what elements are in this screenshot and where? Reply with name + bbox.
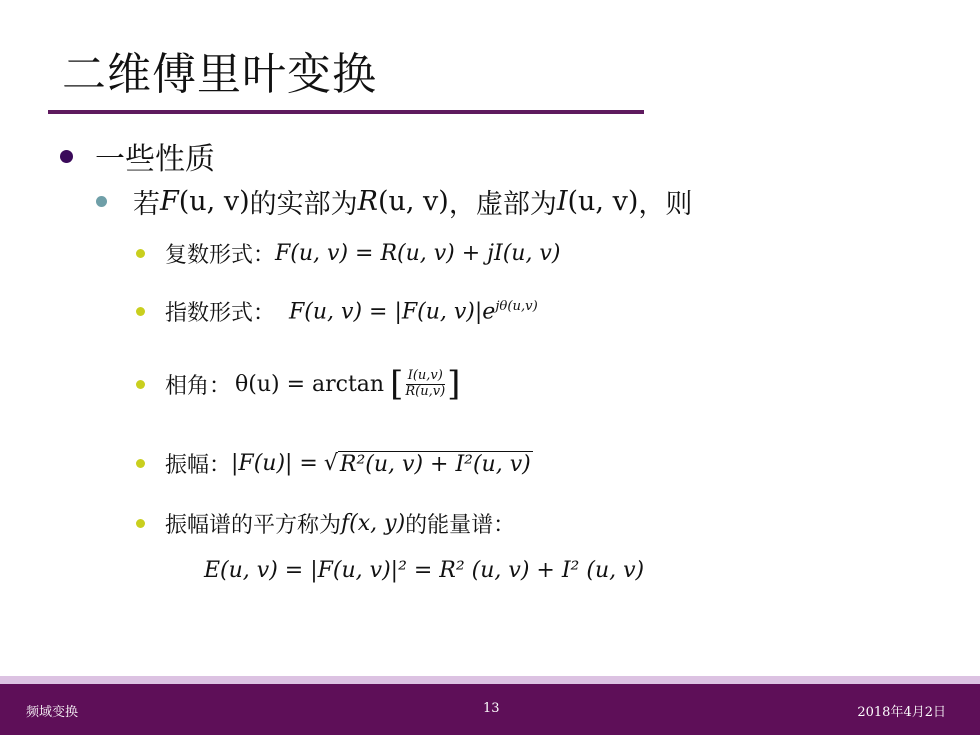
left-bracket: [ — [390, 364, 404, 404]
title-underline — [48, 110, 644, 114]
formula-lhs: θ(u) = arctan — [235, 371, 385, 397]
bullet-dot — [136, 307, 145, 316]
fn-I: I — [556, 186, 568, 217]
fxy: f(x, y) — [341, 511, 406, 536]
footer-accent-strip — [0, 676, 980, 684]
level1-text: 一些性质 — [95, 142, 215, 177]
bullet-dot — [136, 249, 145, 258]
footer-date: 2018年4月2日 — [857, 705, 946, 720]
slide-title: 二维傅里叶变换 — [62, 49, 377, 100]
fn-F: F — [160, 186, 179, 217]
item-label: 复数形式： — [165, 243, 276, 268]
formula-lhs: F(u, v) = |F(u, v)|e — [289, 299, 496, 325]
args: (u, v) — [567, 186, 639, 217]
bullet-dot — [136, 380, 145, 389]
item-formula — [289, 299, 538, 324]
item-label: 指数形式： — [165, 301, 276, 326]
item-label-tail: 的能量谱： — [405, 513, 516, 538]
sqrt-sign: √ — [323, 451, 338, 476]
sqrt-body: R²(u, v) + I²(u, v) — [339, 451, 531, 477]
fraction-denominator: R(u,v) — [405, 383, 446, 399]
item-label: 相角： — [165, 373, 232, 399]
fraction — [405, 369, 445, 400]
footer-left: 频域变换 — [26, 705, 79, 720]
item-complex-form — [136, 238, 560, 269]
item-label: 振幅： — [165, 453, 232, 478]
formula-lhs: |F(u)| = — [231, 451, 318, 476]
formula-exponent: jθ(u,v) — [495, 298, 538, 314]
level2-prefix: 若 — [133, 189, 160, 220]
right-bracket: ] — [447, 364, 461, 404]
item-energy-spectrum — [136, 508, 515, 539]
footer-bar — [0, 684, 980, 735]
item-formula: F(u, v) = R(u, v) + jI(u, v) — [275, 241, 561, 266]
bullet-level1 — [60, 134, 215, 178]
bullet-dot — [60, 150, 73, 163]
level2-suffix: ，则 — [638, 189, 693, 220]
bullet-level2 — [96, 182, 692, 221]
item-phase-angle — [136, 364, 460, 404]
level2-mid: 的实部为 — [249, 189, 358, 220]
args: (u, v) — [377, 186, 449, 217]
bullet-dot — [96, 196, 107, 207]
fn-R: R — [357, 186, 378, 217]
footer-page-number: 13 — [483, 701, 500, 716]
item-label: 振幅谱的平方称为 — [165, 513, 342, 538]
level2-mid2: ，虚部为 — [448, 189, 557, 220]
fraction-numerator: I(u,v) — [407, 367, 443, 383]
args: (u, v) — [178, 186, 250, 217]
item-exponential-form — [136, 296, 538, 327]
item-amplitude — [136, 448, 533, 479]
bullet-dot — [136, 459, 145, 468]
energy-formula: E(u, v) = |F(u, v)|² = R² (u, v) + I² (u, v) — [204, 558, 645, 583]
bullet-dot — [136, 519, 145, 528]
